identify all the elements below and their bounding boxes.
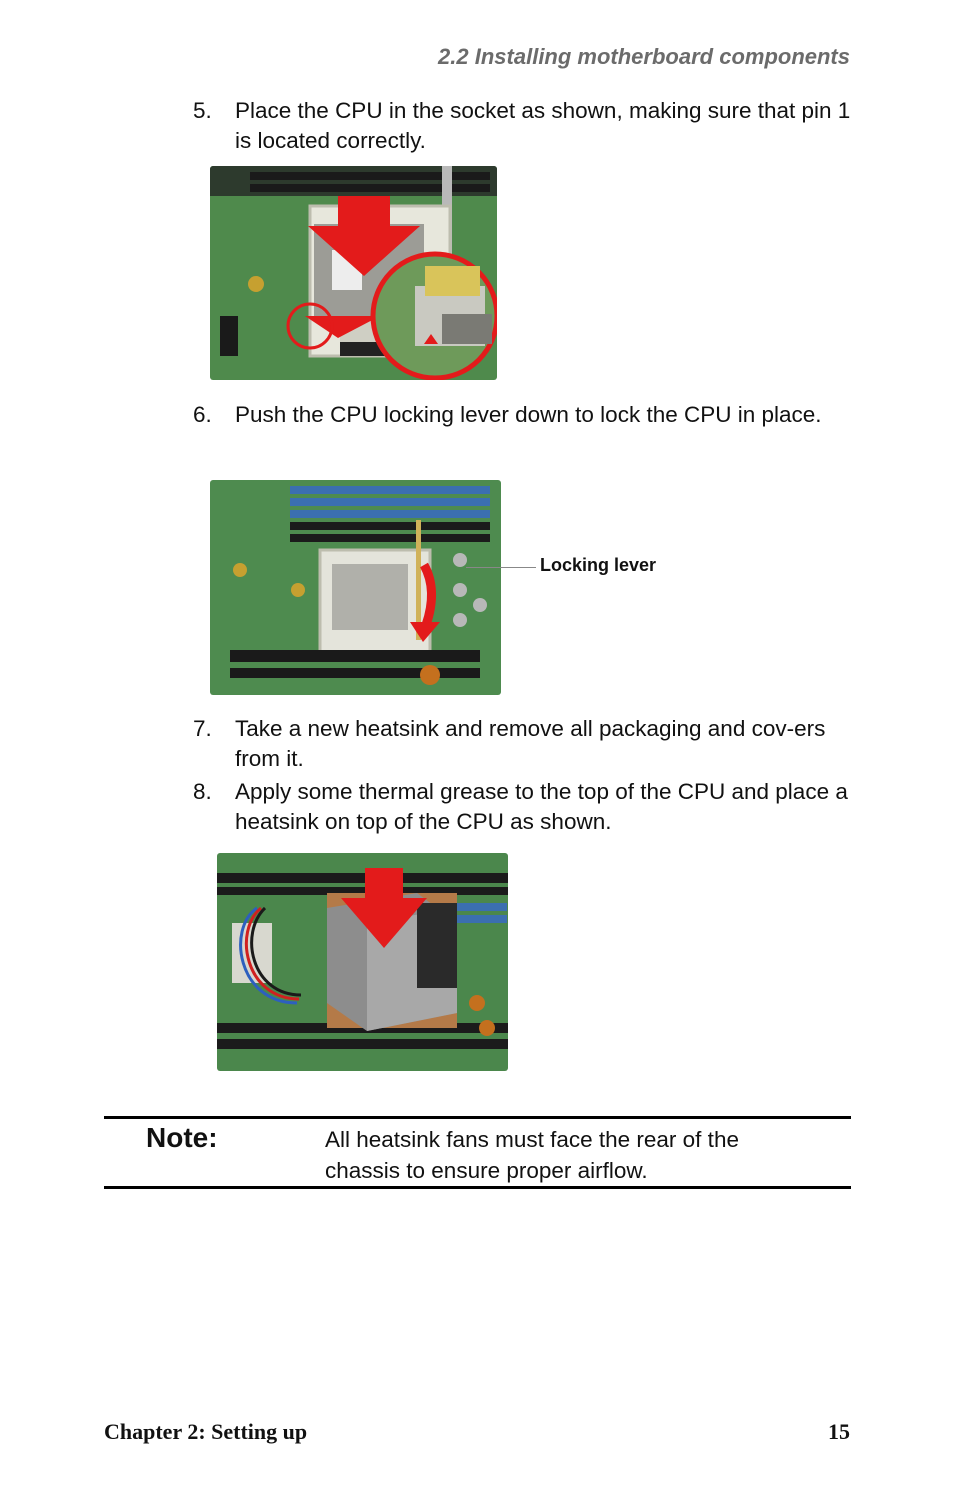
step-text: Take a new heatsink and remove all packaging and cov-ers from it.: [235, 716, 826, 771]
locking-lever-label: Locking lever: [540, 555, 657, 575]
step-number: 7.: [193, 716, 212, 741]
step-8: [193, 777, 853, 837]
cpu-socket-photo: [210, 166, 497, 380]
footer-chapter: Chapter 2: Setting up: [104, 1419, 308, 1444]
note-top-rule: [104, 1116, 851, 1119]
step-5: [193, 96, 853, 156]
note-bottom-rule: [104, 1186, 851, 1189]
footer-page-number: 15: [828, 1419, 850, 1444]
step-number: 6.: [193, 402, 212, 427]
locking-lever-photo: [210, 480, 501, 695]
note-label: Note:: [146, 1122, 218, 1153]
note-text: All heatsink fans must face the rear of the chassis to ensure proper airflow.: [325, 1127, 739, 1183]
callout-leader-line: [466, 567, 536, 568]
step-7: [193, 714, 853, 774]
step-text: Push the CPU locking lever down to lock the CPU in place.: [235, 402, 822, 427]
step-number: 8.: [193, 779, 212, 804]
step-text: Place the CPU in the socket as shown, making sure that pin 1 is located correctly.: [235, 98, 851, 153]
heatsink-photo: [217, 853, 508, 1071]
step-6: [193, 400, 853, 430]
step-number: 5.: [193, 98, 212, 123]
step-text: Apply some thermal grease to the top of the CPU and place a heatsink on top of the CPU as shown.: [235, 779, 848, 834]
section-header: 2.2 Installing motherboard components: [438, 44, 850, 69]
